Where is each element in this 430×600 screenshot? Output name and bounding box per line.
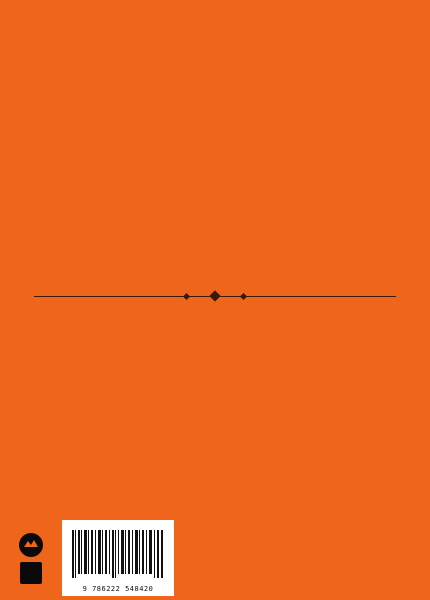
barcode-number: 9 786222 548420 (82, 585, 154, 593)
paragraph-block-2 (34, 296, 396, 422)
price-side-text (44, 520, 58, 596)
paragraph-block-1 (34, 14, 396, 304)
barcode-icon (72, 530, 164, 578)
publisher-logo-icon (16, 530, 46, 590)
paragraph-block-3 (34, 440, 396, 520)
barcode (62, 520, 174, 596)
